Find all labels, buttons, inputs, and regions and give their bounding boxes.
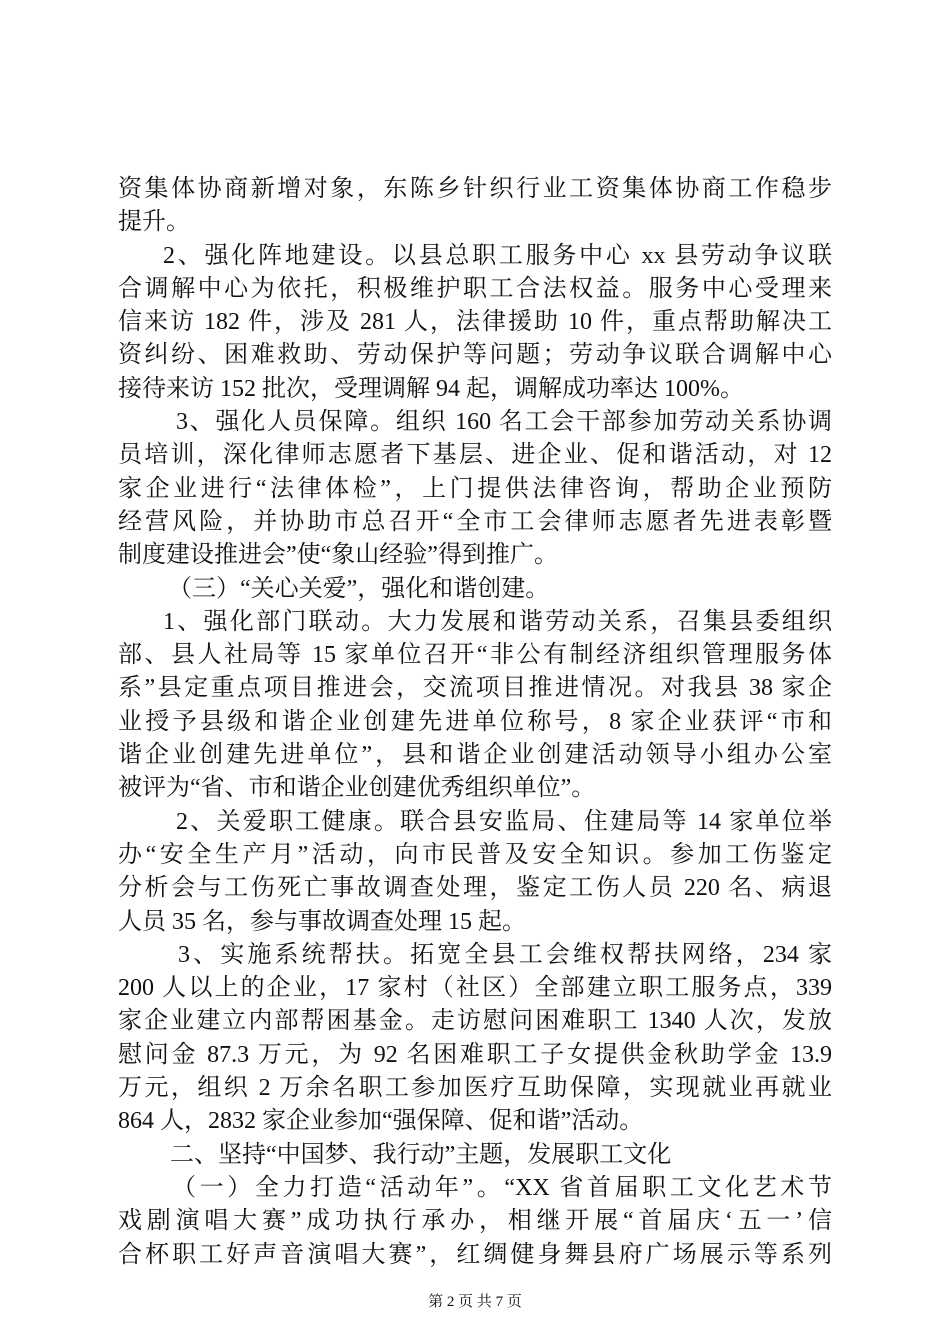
text-line: 864 人，2832 家企业参加“强保障、促和谐”活动。 bbox=[118, 1108, 644, 1135]
text-line: 员培训，深化律师志愿者下基层、进企业、促和谐活动，对 12 bbox=[118, 442, 832, 469]
text-line: 资纠纷、困难救助、劳动保护等问题；劳动争议联合调解中心 bbox=[118, 342, 832, 369]
paragraph-personnel-guarantee bbox=[118, 406, 832, 572]
text-line: 部、县人社局等 15 家单位召开“非公有制经济组织管理服务体 bbox=[118, 642, 832, 669]
text-line: 3、实施系统帮扶。拓宽全县工会维权帮扶网络，234 家 bbox=[178, 941, 832, 968]
text-line: 家企业建立内部帮困基金。走访慰问困难职工 1340 人次，发放 bbox=[118, 1008, 832, 1035]
text-line: （三）“关心关爱”，强化和谐创建。 bbox=[168, 575, 550, 602]
text-line: 合杯职工好声音演唱大赛”，红绸健身舞县府广场展示等系列 bbox=[118, 1241, 832, 1268]
paragraph-system-assistance bbox=[118, 939, 832, 1139]
text-line: 谐企业创建先进单位”，县和谐企业创建活动领导小组办公室 bbox=[118, 742, 832, 769]
text-line: 系”县定重点项目推进会，交流项目推进情况。对我县 38 家企 bbox=[118, 675, 832, 702]
paragraph-position-building bbox=[118, 240, 832, 406]
text-line: 被评为“省、市和谐企业创建优秀组织单位”。 bbox=[118, 775, 596, 802]
text-line: 3、强化人员保障。组织 160 名工会干部参加劳动关系协调 bbox=[176, 409, 832, 436]
text-line: 分析会与工伤死亡事故调查处理，鉴定工伤人员 220 名、病退 bbox=[118, 875, 832, 902]
paragraph-activity-year bbox=[118, 1172, 832, 1272]
section-heading-two bbox=[118, 1139, 832, 1172]
text-line: 接待来访 152 批次，受理调解 94 起，调解成功率达 100%。 bbox=[118, 375, 744, 402]
paragraph-worker-health bbox=[118, 806, 832, 939]
paragraph-department-linkage bbox=[118, 606, 832, 806]
text-line: 2、关爱职工健康。联合县安监局、住建局等 14 家单位举 bbox=[176, 808, 832, 835]
text-line: 二、坚持“中国梦、我行动”主题，发展职工文化 bbox=[170, 1141, 672, 1168]
section-heading-three bbox=[118, 573, 832, 606]
text-line: （一）全力打造“活动年”。“XX 省首届职工文化艺术节 bbox=[172, 1174, 832, 1201]
text-line: 经营风险，并协助市总召开“全市工会律师志愿者先进表彰暨 bbox=[118, 508, 832, 535]
text-line: 人员 35 名，参与事故调查处理 15 起。 bbox=[118, 908, 526, 935]
text-line: 信来访 182 件，涉及 281 人，法律援助 10 件，重点帮助解决工 bbox=[118, 309, 832, 336]
page-number-footer: 第 2 页 共 7 页 bbox=[428, 1294, 522, 1310]
text-line: 慰问金 87.3 万元，为 92 名困难职工子女提供金秋助学金 13.9 bbox=[118, 1041, 832, 1068]
text-line: 戏剧演唱大赛”成功执行承办，相继开展“首届庆‘五一’信 bbox=[118, 1208, 832, 1235]
paragraph-continuation bbox=[118, 173, 832, 240]
text-line: 合调解中心为依托，积极维护职工合法权益。服务中心受理来 bbox=[118, 275, 832, 302]
text-line: 2、强化阵地建设。以县总职工服务中心 xx 县劳动争议联 bbox=[163, 242, 832, 269]
text-line: 业授予县级和谐企业创建先进单位称号，8 家企业获评“市和 bbox=[118, 708, 832, 735]
body-text bbox=[118, 173, 832, 1272]
text-line: 万元，组织 2 万余名职工参加医疗互助保障，实现就业再就业 bbox=[118, 1075, 832, 1102]
text-line: 家企业进行“法律体检”，上门提供法律咨询，帮助企业预防 bbox=[118, 475, 832, 502]
text-line: 制度建设推进会”使“象山经验”得到推广。 bbox=[118, 542, 558, 569]
text-line: 提升。 bbox=[118, 209, 190, 236]
text-line: 资集体协商新增对象，东陈乡针织行业工资集体协商工作稳步 bbox=[118, 176, 832, 202]
text-line: 200 人以上的企业，17 家村（社区）全部建立职工服务点，339 bbox=[118, 975, 832, 1002]
text-line: 办“安全生产月”活动，向市民普及安全知识。参加工伤鉴定 bbox=[118, 841, 832, 868]
text-line: 1、强化部门联动。大力发展和谐劳动关系，召集县委组织 bbox=[163, 608, 832, 635]
